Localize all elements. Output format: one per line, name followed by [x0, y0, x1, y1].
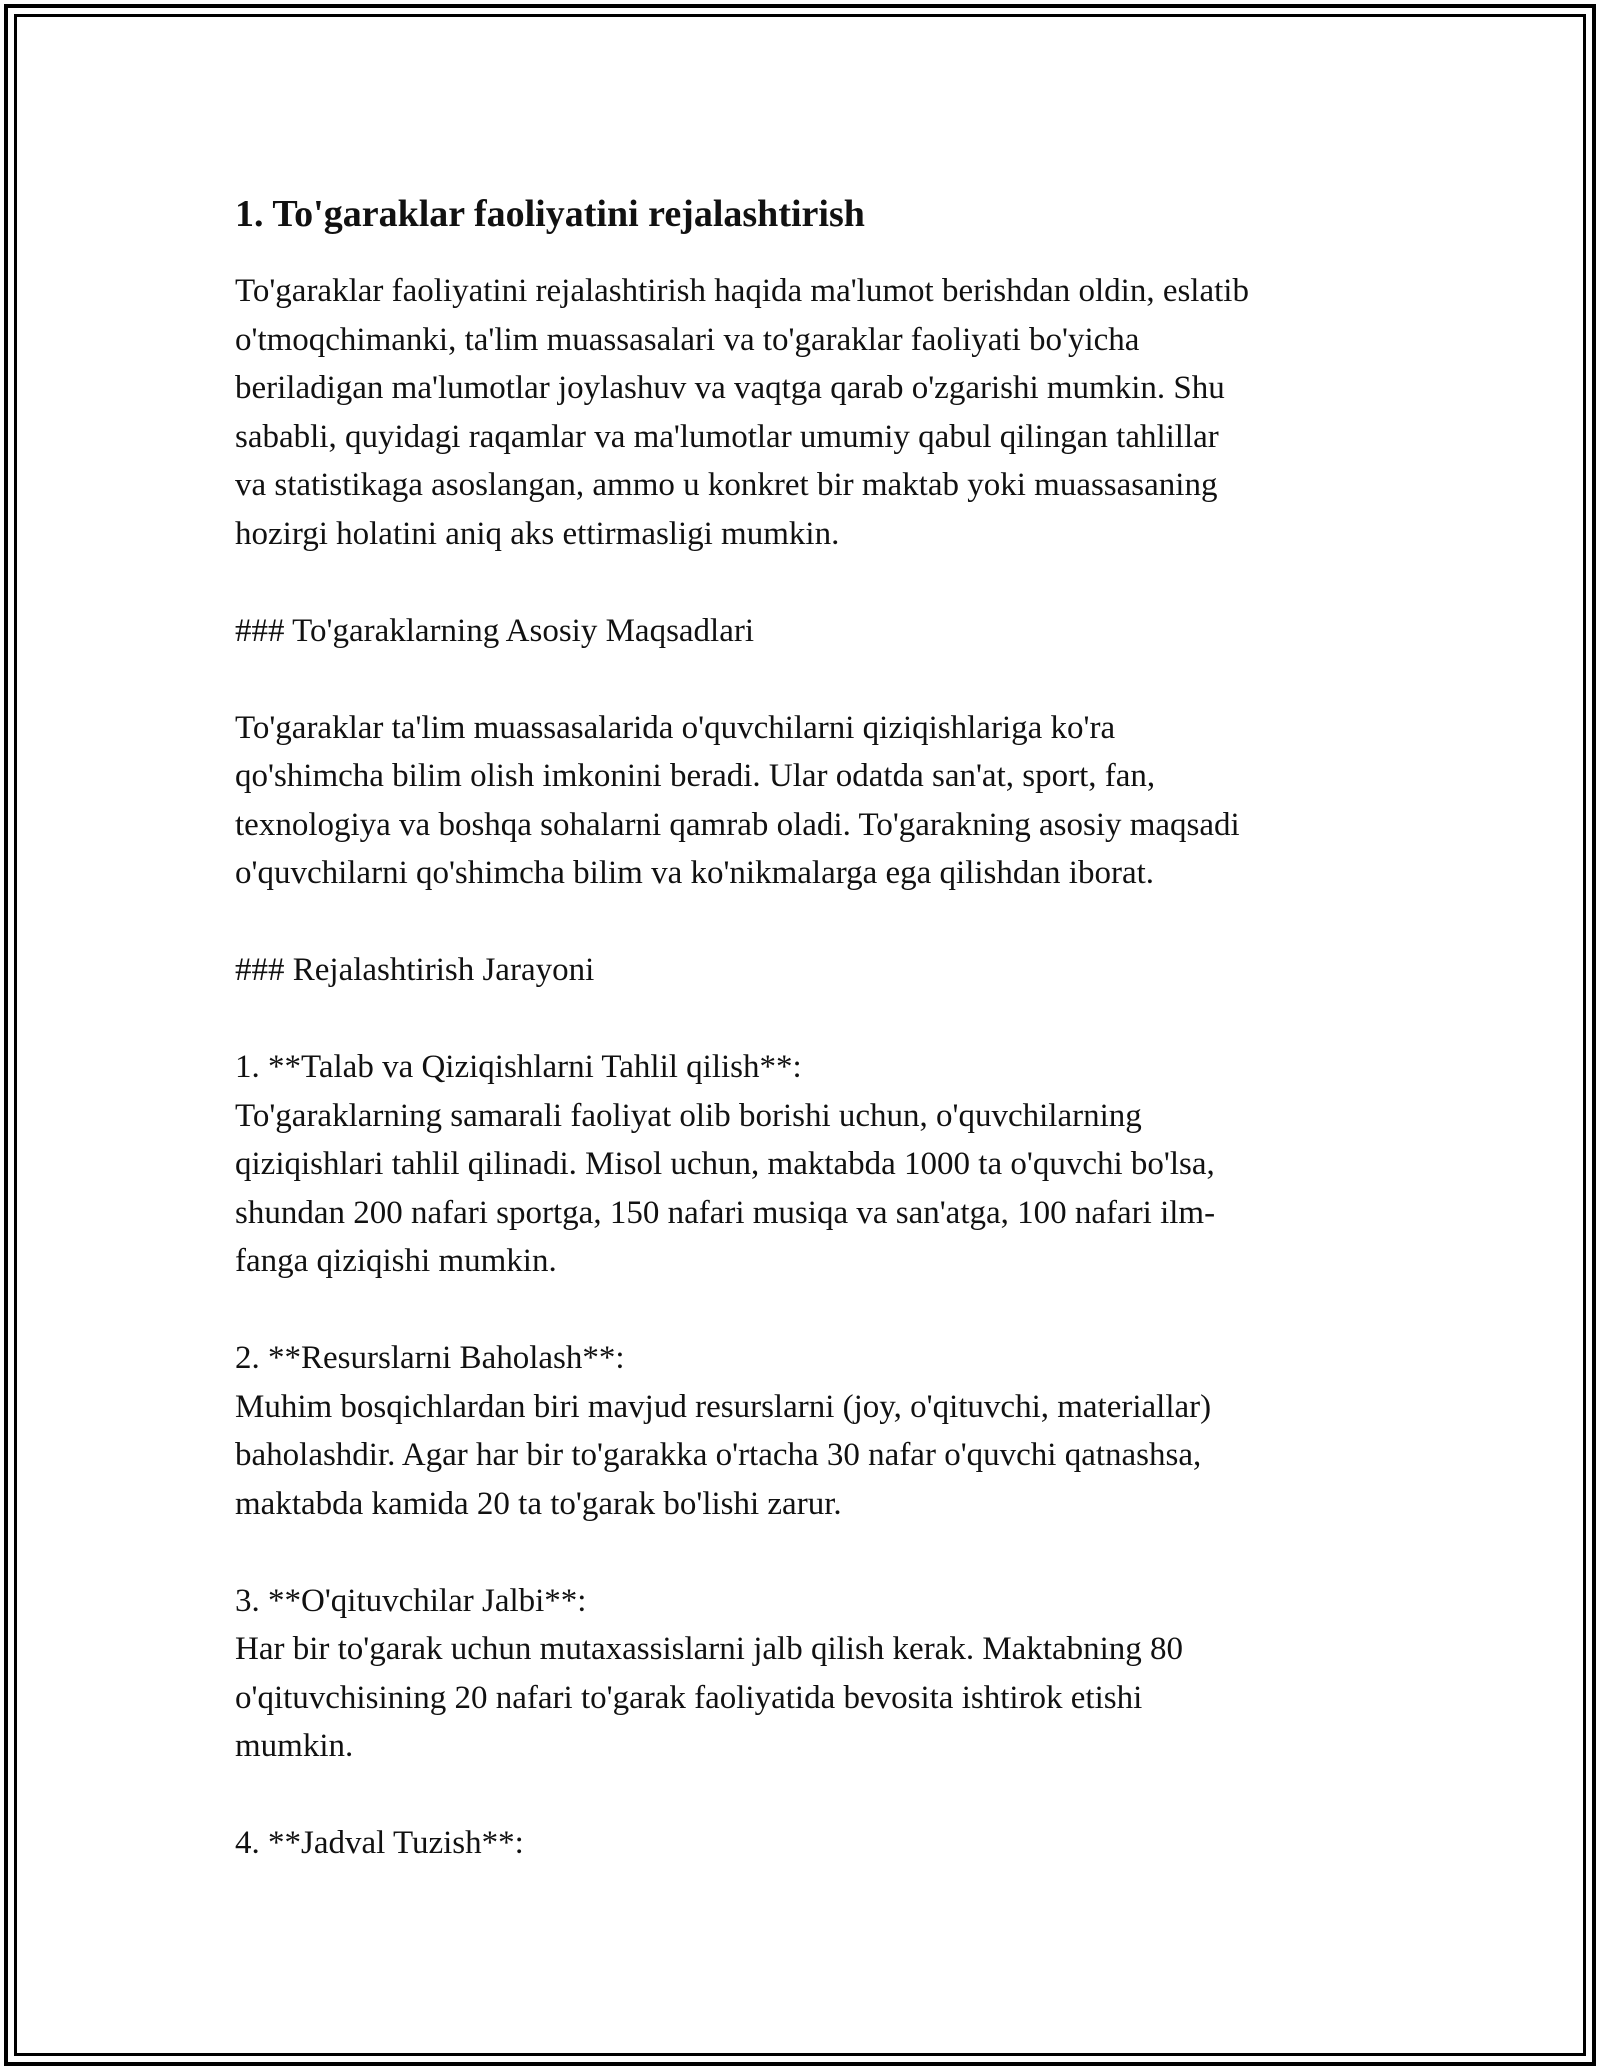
- step-4: 4. **Jadval Tuzish**:: [235, 1825, 524, 1861]
- document-body: [235, 185, 1375, 1868]
- section-heading-goals: ### To'garaklarning Asosiy Maqsadlari: [235, 612, 755, 649]
- spacer: [235, 995, 1375, 1044]
- section-heading-process: ### Rejalashtirish Jarayoni: [235, 952, 595, 988]
- spacer: [235, 558, 1375, 607]
- document-title: 1. To'garaklar faoliyatini rejalashtirish: [235, 193, 865, 235]
- spacer: [235, 1771, 1375, 1820]
- spacer: [235, 898, 1375, 947]
- step-3: 3. **O'qituvchilar Jalbi**: Har bir to'garak uchun mutaxassislarni jalb qilish kerak. Maktabning 80 o'qituvchisining 20 nafari to'garak faoliyatida bevosita ishtirok etishi mumkin.: [235, 1582, 1184, 1764]
- spacer: [235, 1528, 1375, 1577]
- spacer: [235, 1286, 1375, 1335]
- step-2: 2. **Resurslarni Baholash**: Muhim bosqichlardan biri mavjud resurslarni (joy, o'qituvchi, materiallar) baholashdir. Agar har bir to'garakka o'rtacha 30 nafar o'quvchi qatnashsa, maktabda kamida 20 ta to'garak bo'lishi zarur.: [235, 1340, 1212, 1522]
- step-1: 1. **Talab va Qiziqishlarni Tahlil qilish**: To'garaklarning samarali faoliyat olib borishi uchun, o'quvchilarning qiziqishlari tahlil qilinadi. Misol uchun, maktabda 1000 ta o'quvchi bo'lsa, shundan 200 nafari sportga, 150 nafari musiqa va san'atga, 100 nafari ilm- fanga qiziqishi mumkin.: [235, 1049, 1216, 1279]
- goals-paragraph: To'garaklar ta'lim muassasalarida o'quvchilarni qiziqishlariga ko'ra qo'shimcha bilim olish imkonini beradi. Ular odatda san'at, sport, fan, texnologiya va boshqa sohalarni qamrab oladi. To'garakning asosiy maqsadi o'quvchilarni qo'shimcha bilim va ko'nikmalarga ega qilishdan iborat.: [235, 709, 1240, 891]
- spacer: [235, 655, 1375, 704]
- intro-paragraph: To'garaklar faoliyatini rejalashtirish haqida ma'lumot berishdan oldin, eslatib o'tmoqchimanki, ta'lim muassasalari va to'garaklar faoliyati bo'yicha beriladigan ma'lumotlar joylashuv va vaqtga qarab o'zgarishi mumkin. Shu sababli, quyidagi raqamlar va ma'lumotlar umumiy qabul qilingan tahlillar va statistikaga asoslangan, ammo u konkret bir maktab yoki muassasaning hozirgi holatini aniq aks ettirmasligi mumkin.: [235, 273, 1249, 552]
